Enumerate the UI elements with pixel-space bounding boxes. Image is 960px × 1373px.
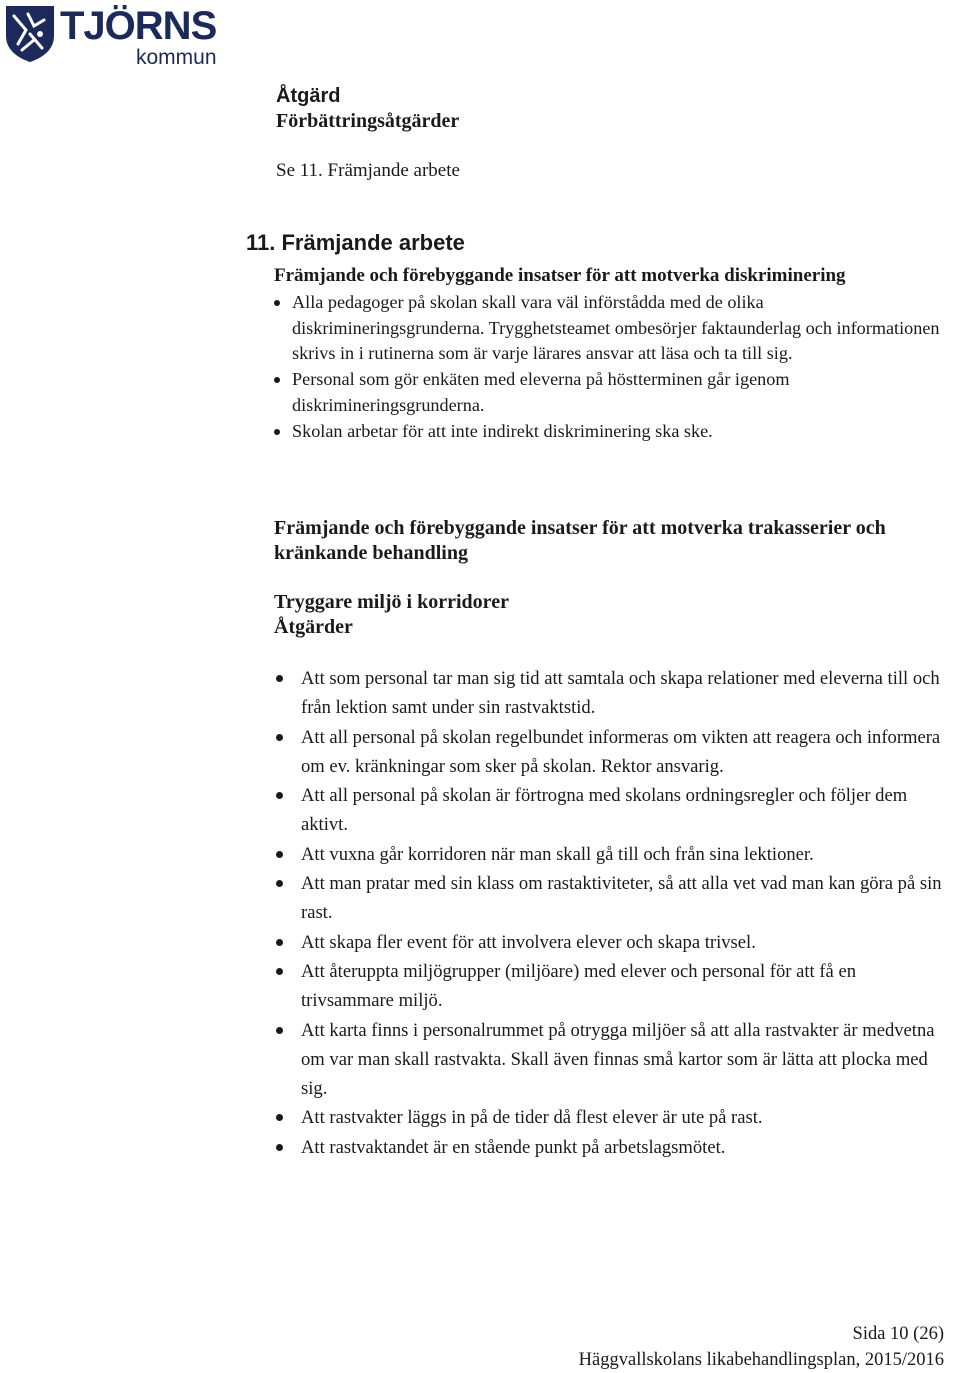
diskriminering-heading: Främjande och förebyggande insatser för att motverka diskriminering: [274, 265, 846, 286]
list-item: Att som personal tar man sig tid att samtala och skapa relationer med eleverna till och från lektion samt under sin rastvaktstid.: [274, 664, 944, 723]
atgarder-list: [274, 664, 944, 1162]
list-item: Skolan arbetar för att inte indirekt diskriminering ska ske.: [272, 419, 944, 445]
atgard-subheading: Förbättringsåtgärder: [276, 110, 460, 132]
page-footer: [579, 1321, 944, 1373]
atgard-reference: Se 11. Främjande arbete: [276, 160, 460, 181]
page-number: Sida 10 (26): [852, 1324, 944, 1344]
list-item: Att skapa fler event för att involvera elever och skapa trivsel.: [274, 928, 944, 957]
atgard-heading: Åtgärd: [276, 85, 341, 107]
list-item: Att all personal på skolan är förtrogna med skolans ordningsregler och följer dem aktivt.: [274, 781, 944, 840]
list-item: Att rastvakter läggs in på de tider då flest elever är ute på rast.: [274, 1103, 944, 1132]
korridorer-subheading: Tryggare miljö i korridorer: [274, 591, 509, 613]
tjorn-kommun-logo: [4, 4, 224, 70]
section-title: 11. Främjande arbete: [246, 230, 465, 255]
list-item: Personal som gör enkäten med eleverna på höstterminen går igenom diskrimineringsgrunderna.: [272, 367, 944, 418]
logo-wordmark: TJÖRNS: [60, 4, 217, 48]
list-item: Att återuppta miljögrupper (miljöare) med elever och personal för att få en trivsammare miljö.: [274, 957, 944, 1016]
list-item: Att man pratar med sin klass om rastaktiviteter, så att alla vet vad man kan göra på sin rast.: [274, 869, 944, 928]
logo-subtitle: kommun: [136, 46, 217, 69]
atgarder-label: Åtgärder: [274, 616, 353, 638]
list-item: Att all personal på skolan regelbundet informeras om vikten att reagera och informera om ev. kränkningar som sker på skolan. Rektor ansvarig.: [274, 723, 944, 782]
list-item: Att karta finns i personalrummet på otrygga miljöer så att alla rastvakter är medvetna om var man skall rastvakta. Skall även finnas små kartor som är lätta att plocka med sig.: [274, 1016, 944, 1104]
document-title: Häggvallskolans likabehandlingsplan, 2015/2016: [578, 1350, 944, 1370]
list-item: Att rastvaktandet är en stående punkt på arbetslagsmötet.: [274, 1133, 944, 1162]
list-item: Att vuxna går korridoren när man skall gå till och från sina lektioner.: [274, 840, 944, 869]
municipal-shield-icon: [4, 4, 56, 64]
trakasserier-heading: Främjande och förebyggande insatser för att motverka trakasserier och kränkande behandling: [274, 517, 886, 564]
diskriminering-list: [272, 290, 944, 444]
list-item: Alla pedagoger på skolan skall vara väl införstådda med de olika diskrimineringsgrunderna. Trygghetsteamet ombesörjer faktaunderlag och informationen skrivs in i rutinerna som är varje lärares ansvar att läsa och ta till sig.: [272, 290, 944, 367]
